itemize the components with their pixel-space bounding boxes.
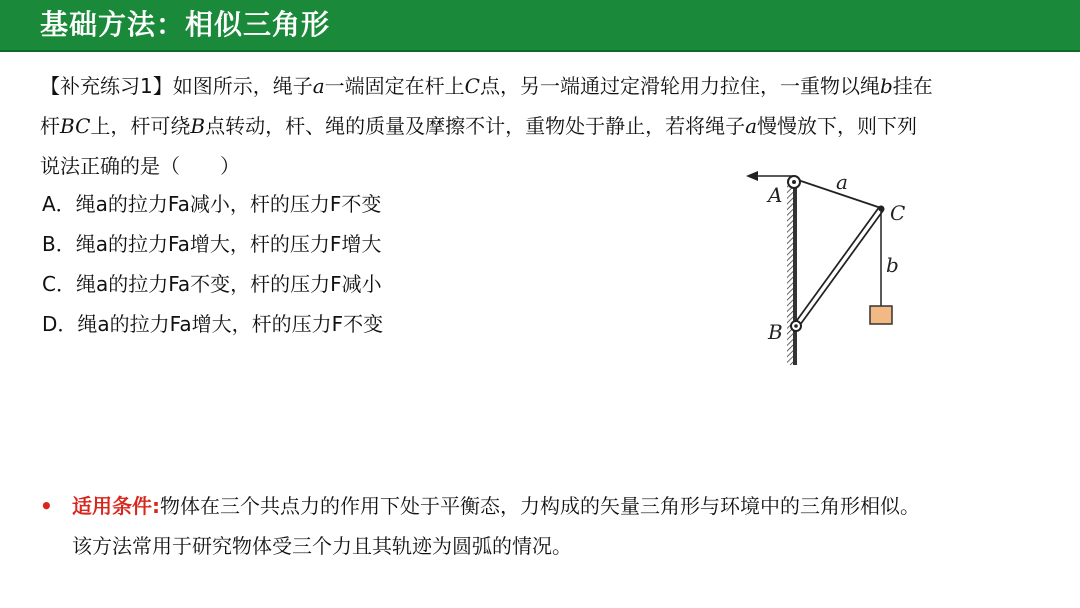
question-text-segment: 上，杆可绕	[90, 114, 191, 138]
question-text-segment: 点，另一端通过定滑轮用力拉住，一重物以绳	[479, 74, 880, 98]
variable-b-point: B	[190, 114, 206, 138]
label-b-point: B	[768, 320, 783, 344]
note-line-2: 该方法常用于研究物体受三个力且其轨迹为圆弧的情况。	[72, 534, 572, 558]
question-text-segment: 点转动，杆、绳的质量及摩擦不计，重物处于静止，若将绳子	[205, 114, 746, 138]
note-label: 适用条件:	[72, 494, 160, 518]
question-line-3: 说法正确的是（ ）	[40, 154, 240, 178]
pull-arrow-icon	[746, 171, 758, 181]
option-c[interactable]: C．绳a的拉力Fa不变，杆的压力F减小	[42, 272, 382, 296]
label-rope-b: b	[886, 253, 899, 277]
question-text-segment: 杆	[40, 114, 60, 138]
bullet-icon: •	[40, 494, 53, 518]
question-text-segment: 挂在	[892, 74, 933, 98]
wall-hatching	[787, 182, 793, 365]
applicable-conditions	[40, 486, 1050, 566]
wall	[793, 182, 797, 365]
pulley-axle	[792, 180, 796, 184]
question-text-segment: 一端固定在杆上	[324, 74, 465, 98]
variable-b: b	[879, 74, 893, 98]
answer-options	[42, 184, 383, 344]
label-c-point: C	[890, 201, 906, 225]
question-text-segment: 【补充练习1】如图所示，绳子	[40, 74, 313, 98]
weight-block	[870, 306, 892, 324]
option-a[interactable]: A．绳a的拉力Fa减小，杆的压力F不变	[42, 192, 382, 216]
variable-bc: BC	[60, 114, 91, 138]
rod-bc	[796, 209, 881, 326]
question-line-2	[40, 106, 1050, 146]
question-text-segment: 慢慢放下，则下列	[757, 114, 918, 138]
note-text: 物体在三个共点力的作用下处于平衡态，力构成的矢量三角形与环境中的三角形相似。	[160, 494, 920, 518]
note-line-1	[40, 486, 1050, 526]
hinge-b-pin	[794, 324, 798, 328]
title-banner	[0, 0, 1080, 52]
physics-diagram	[740, 160, 920, 375]
label-a-point: A	[768, 183, 783, 207]
question-line-1	[40, 66, 1050, 106]
label-rope-a: a	[836, 170, 848, 194]
page-title: 基础方法：相似三角形	[40, 8, 331, 41]
option-d[interactable]: D．绳a的拉力Fa增大，杆的压力F不变	[42, 312, 384, 336]
variable-c: C	[464, 74, 480, 98]
variable-a: a	[312, 74, 325, 98]
option-b[interactable]: B．绳a的拉力Fa增大，杆的压力F增大	[42, 232, 382, 256]
variable-a: a	[745, 114, 758, 138]
